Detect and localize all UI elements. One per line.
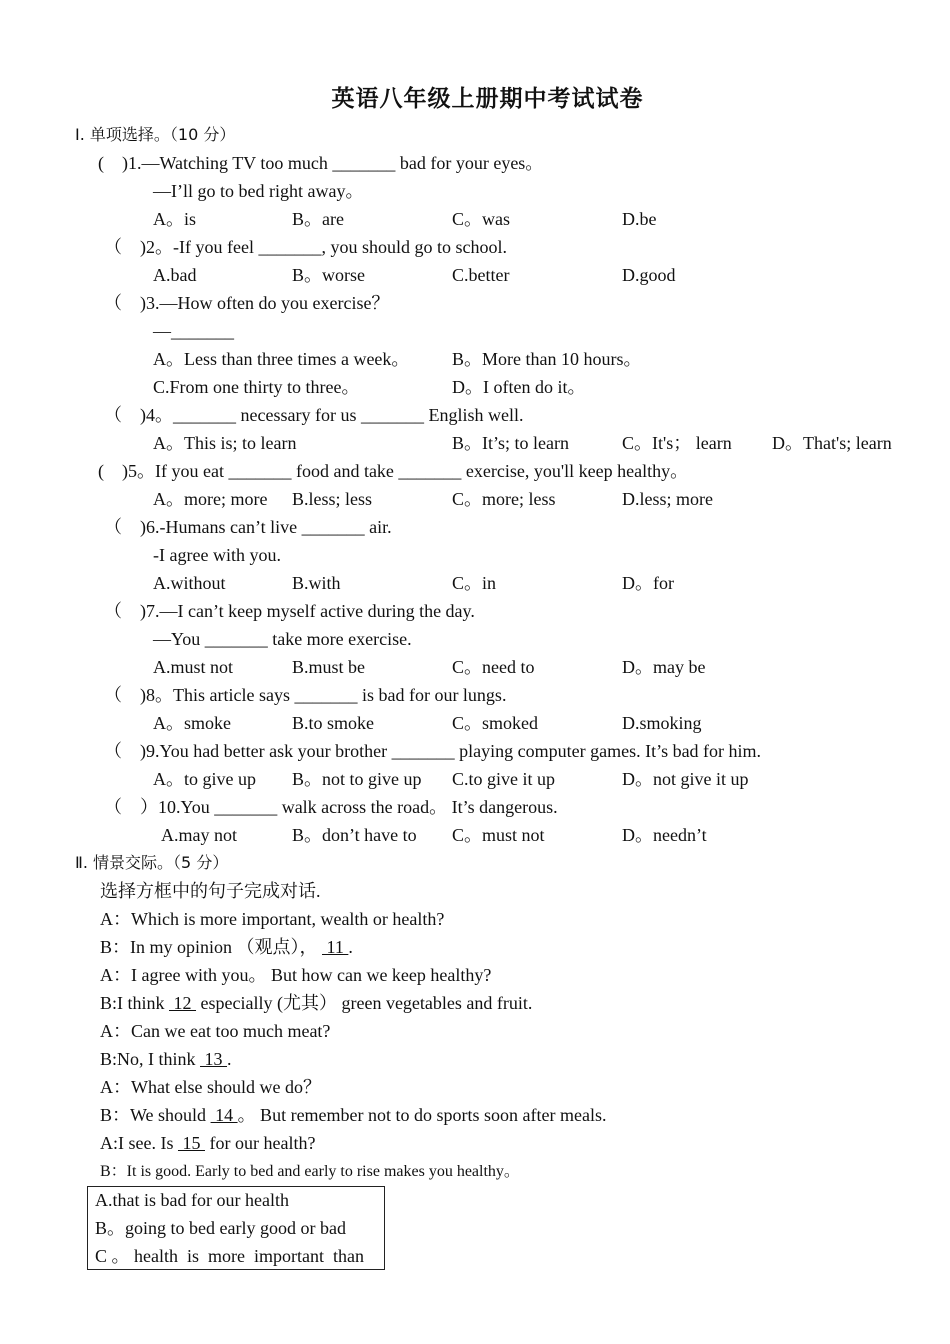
page-title: 英语八年级上册期中考试试卷	[331, 86, 644, 112]
blank-11: 11	[322, 937, 349, 957]
dialog-line-5: A：Can we eat too much meat?	[100, 1021, 331, 1041]
section-2-instruction: 选择方框中的句子完成对话.	[100, 881, 321, 901]
dialog-line-7: A：What else should we do？	[100, 1077, 321, 1097]
q1-option-b: B。are	[292, 209, 344, 229]
question-4-stem: （ )4。_______ necessary for us _______ English well.	[104, 405, 524, 425]
q7-option-d: D。may be	[622, 657, 706, 677]
q2-option-a: A.bad	[153, 265, 197, 285]
q3-option-c: C.From one thirty to three。	[153, 377, 360, 397]
question-1-response: —I’ll go to bed right away。	[153, 181, 364, 201]
question-2-stem: （ )2。-If you feel _______, you should go to school.	[104, 237, 507, 257]
dialog-line-4: B:I think 12 especially (尤其） green vegetables and fruit.	[100, 993, 533, 1013]
question-3-response: —_______	[153, 321, 234, 341]
question-9-stem: （ )9.You had better ask your brother _______ playing computer games. It’s bad for him.	[104, 741, 762, 761]
dialog-line-2: B：In my opinion （观点）， 11 .	[100, 937, 353, 957]
question-10-stem: （ ）10.You _______ walk across the road。 It’s dangerous.	[104, 797, 558, 817]
q4-option-c: C。It's； learn	[622, 433, 732, 453]
question-6-stem: （ )6.-Humans can’t live _______ air.	[104, 517, 392, 537]
q2-option-b: B。worse	[292, 265, 365, 285]
dialog-line-1: A：Which is more important, wealth or health?	[100, 909, 445, 929]
box-option-b: B。going to bed early good or bad	[95, 1218, 346, 1238]
q6-option-a: A.without	[153, 573, 226, 593]
dialog-line-10: B：It is good. Early to bed and early to rise makes you healthy。	[100, 1163, 520, 1180]
q10-option-c: C。must not	[452, 825, 545, 845]
q8-option-a: A。smoke	[153, 713, 231, 733]
dialog-line-3: A：I agree with you。 But how can we keep healthy?	[100, 965, 492, 985]
question-7-stem: （ )7.—I can’t keep myself active during the day.	[104, 601, 475, 621]
question-1-stem: ( )1.—Watching TV too much _______ bad for your eyes。	[98, 153, 544, 173]
q1-option-d: D.be	[622, 209, 657, 229]
q5-option-d: D.less; more	[622, 489, 713, 509]
dialog-line-9: A:I see. Is 15 for our health?	[100, 1133, 316, 1153]
q4-option-b: B。It’s; to learn	[452, 433, 569, 453]
q3-option-b: B。More than 10 hours。	[452, 349, 642, 369]
q4-option-d: D。That's; learn	[772, 433, 892, 453]
question-7-response: —You _______ take more exercise.	[153, 629, 412, 649]
q6-option-c: C。in	[452, 573, 497, 593]
box-option-c: C 。 health is more important than	[95, 1246, 364, 1266]
dialog-line-6: B:No, I think 13 .	[100, 1049, 232, 1069]
q2-option-c: C.better	[452, 265, 510, 285]
q10-option-d: D。needn’t	[622, 825, 707, 845]
q3-option-d: D。I often do it。	[452, 377, 586, 397]
q8-option-c: C。smoked	[452, 713, 539, 733]
section-2-heading: Ⅱ. 情景交际。（5 分）	[75, 853, 229, 872]
q5-option-b: B.less; less	[292, 489, 373, 509]
q2-option-d: D.good	[622, 265, 676, 285]
blank-14: 14	[210, 1105, 238, 1125]
q1-option-c: C。was	[452, 209, 510, 229]
q1-option-a: A。is	[153, 209, 197, 229]
q10-option-a: A.may not	[161, 825, 237, 845]
q4-option-a: A。This is; to learn	[153, 433, 297, 453]
q8-option-b: B.to smoke	[292, 713, 375, 733]
question-6-response: -I agree with you.	[153, 545, 281, 565]
q5-option-a: A。more; more	[153, 489, 268, 509]
q7-option-a: A.must not	[153, 657, 234, 677]
q9-option-c: C.to give it up	[452, 769, 555, 789]
q10-option-b: B。don’t have to	[292, 825, 417, 845]
blank-12: 12	[169, 993, 197, 1013]
question-5-stem: ( )5。If you eat _______ food and take _______ exercise, you'll keep healthy。	[98, 461, 689, 481]
q9-option-a: A。to give up	[153, 769, 256, 789]
q7-option-c: C。need to	[452, 657, 535, 677]
dialog-line-8: B：We should 14 。 But remember not to do sports soon after meals.	[100, 1105, 607, 1125]
question-8-stem: （ )8。This article says _______ is bad for our lungs.	[104, 685, 507, 705]
q6-option-b: B.with	[292, 573, 341, 593]
q9-option-d: D。not give it up	[622, 769, 749, 789]
q8-option-d: D.smoking	[622, 713, 702, 733]
section-1-heading: Ⅰ. 单项选择。（10 分）	[75, 125, 236, 144]
blank-15: 15	[177, 1133, 205, 1153]
question-3-stem: （ )3.—How often do you exercise？	[104, 293, 390, 313]
box-option-a: A.that is bad for our health	[95, 1190, 289, 1210]
q7-option-b: B.must be	[292, 657, 366, 677]
blank-13: 13	[200, 1049, 228, 1069]
q9-option-b: B。not to give up	[292, 769, 422, 789]
q6-option-d: D。for	[622, 573, 674, 593]
q3-option-a: A。Less than three times a week。	[153, 349, 410, 369]
q5-option-c: C。more; less	[452, 489, 556, 509]
